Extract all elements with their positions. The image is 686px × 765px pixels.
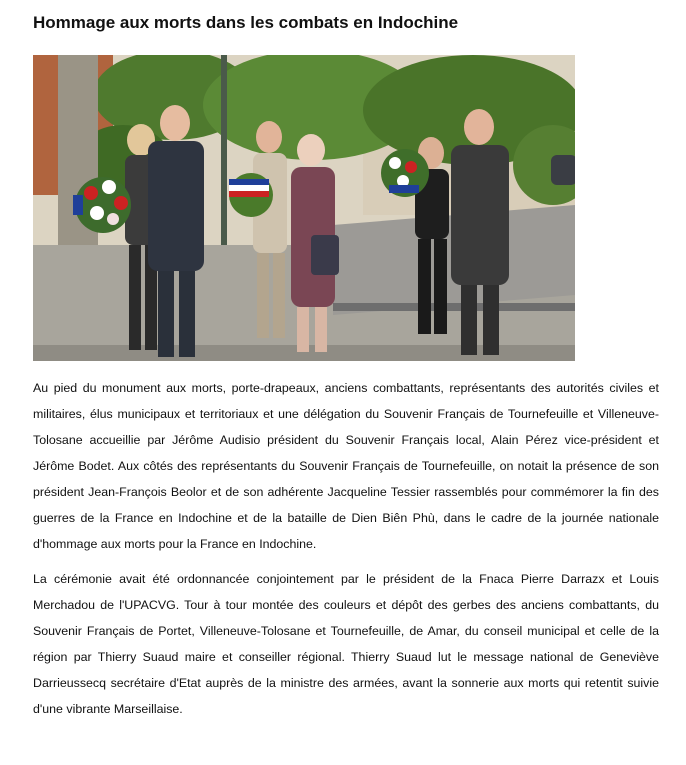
article-title: Hommage aux morts dans les combats en Indochine — [33, 13, 459, 32]
article-paragraph: La cérémonie avait été ordonnancée conjointement par le président de la Fnaca Pierre Darrazx et Louis Merchadou de l'UPACVG. Tour à tour montée des couleurs et dépôt des gerbes des anciens combattants, du Souvenir Français de Portet, Villeneuve-Tolosane et Tournefeuille, de Amar, du conseil municipal et celle de la région par Thierry Suaud maire et conseiller régional. Thierry Suaud lut le message national de Geneviève Darrieussecq secrétaire d'Etat auprès de la ministre des armées, avant la sonnerie aux morts qui retentit suivie d'une vibrante Marseillaise. — [33, 572, 659, 716]
article-paragraph: Au pied du monument aux morts, porte-drapeaux, anciens combattants, représentants des autorités civiles et militaires, élus municipaux et territoriaux et une délégation du Souvenir Français de Tournefeuille et Villeneuve-Tolosane accueillie par Jérôme Audisio président du Souvenir Français local, Alain Pérez vice-président et Jérôme Bodet. Aux côtés des représentants du Souvenir Français de Tournefeuille, on notait la présence de son président Jean-François Beolor et de son adhérente Jacqueline Tessier rassemblés pour commémorer la fin des guerres de la France en Indochine et de la bataille de Dien Biên Phù, dans le cadre de la journée nationale d'hommage aux morts pour la France en Indochine. — [33, 381, 659, 551]
ceremony-photo — [33, 55, 575, 361]
article — [33, 12, 659, 722]
ceremony-photo-illustration — [33, 55, 575, 361]
